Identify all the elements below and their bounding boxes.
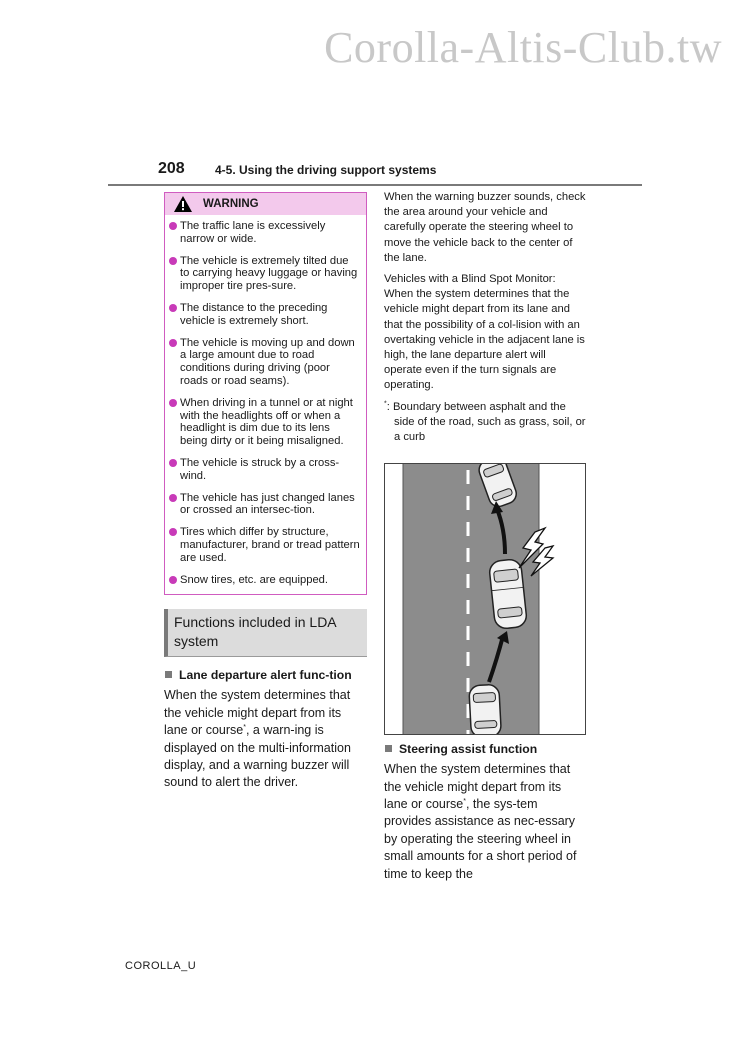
footnote: *: Boundary between asphalt and the side of the road, such as grass, soil, or a curb <box>384 399 586 444</box>
bullet-dot-icon <box>169 399 177 407</box>
warning-item: Tires which differ by structure, manufacturer, brand or tread pattern are used. <box>169 526 360 564</box>
bullet-dot-icon <box>169 257 177 265</box>
bullet-dot-icon <box>169 459 177 467</box>
warning-triangle-icon <box>173 195 193 213</box>
warning-item: Snow tires, etc. are equipped. <box>169 574 360 587</box>
square-bullet-icon <box>165 671 172 678</box>
buzzer-paragraph: When the warning buzzer sounds, check the area around your vehicle and carefully operate the steering wheel to move the vehicle back to the center of the lane. <box>384 191 586 264</box>
left-column <box>164 192 367 792</box>
lane-departure-body: When the system determines that the vehicle might depart from its lane or course*, a warn-ing is displayed on the multi-information display, and a warning buzzer will sound to alert the driver. <box>164 688 351 790</box>
warning-item: The distance to the preceding vehicle is extremely short. <box>169 302 360 328</box>
steering-assist-body: When the system determines that the vehicle might depart from its lane or course*, the sys-tem provides assistance as nec-essary by operating the steering wheel in small amounts for a short period of time to keep the <box>384 762 577 881</box>
lane-departure-heading: Lane departure alert func-tion <box>164 667 367 683</box>
page-number: 208 <box>158 160 185 177</box>
warning-item: The vehicle is extremely tilted due to carrying heavy luggage or having improper tire pres-sure. <box>169 255 360 293</box>
warning-title: WARNING <box>203 198 259 210</box>
page-header <box>108 160 642 186</box>
functions-box: Functions included in LDA system <box>164 609 367 657</box>
header-rule <box>108 184 642 186</box>
road-illustration <box>385 464 585 734</box>
car-bottom-icon <box>469 684 502 734</box>
section-title: 4-5. Using the driving support systems <box>215 163 437 177</box>
right-column <box>384 190 586 883</box>
warning-header <box>165 193 366 215</box>
bullet-dot-icon <box>169 494 177 502</box>
warning-item: The vehicle is moving up and down a large amount due to road conditions during driving (poor roads or road seams). <box>169 337 360 388</box>
bullet-dot-icon <box>169 576 177 584</box>
bullet-dot-icon <box>169 528 177 536</box>
warning-box <box>164 192 367 595</box>
bullet-dot-icon <box>169 339 177 347</box>
warning-list <box>165 215 366 594</box>
bullet-dot-icon <box>169 222 177 230</box>
watermark: Corolla-Altis-Club.tw <box>324 23 722 72</box>
blind-spot-paragraph: Vehicles with a Blind Spot Monitor: When the system determines that the vehicle might depart from its lane and that the possibility of a col-lision with an overtaking vehicle in the adjacent lane is high, the lane departure alert will operate even if the turn signals are operating. <box>384 273 585 392</box>
warning-item: The vehicle is struck by a cross-wind. <box>169 457 360 483</box>
car-middle-icon <box>489 559 528 630</box>
warning-item: The vehicle has just changed lanes or crossed an intersec-tion. <box>169 492 360 518</box>
lane-departure-diagram <box>384 463 586 735</box>
warning-item: The traffic lane is excessively narrow or wide. <box>169 220 360 246</box>
footer-label: COROLLA_U <box>125 960 197 972</box>
steering-assist-heading: Steering assist function <box>384 741 586 757</box>
warning-item: When driving in a tunnel or at night with the headlights off or when a headlight is dim due to its lens being dirty or it being misaligned. <box>169 397 360 448</box>
bullet-dot-icon <box>169 304 177 312</box>
square-bullet-icon <box>385 745 392 752</box>
